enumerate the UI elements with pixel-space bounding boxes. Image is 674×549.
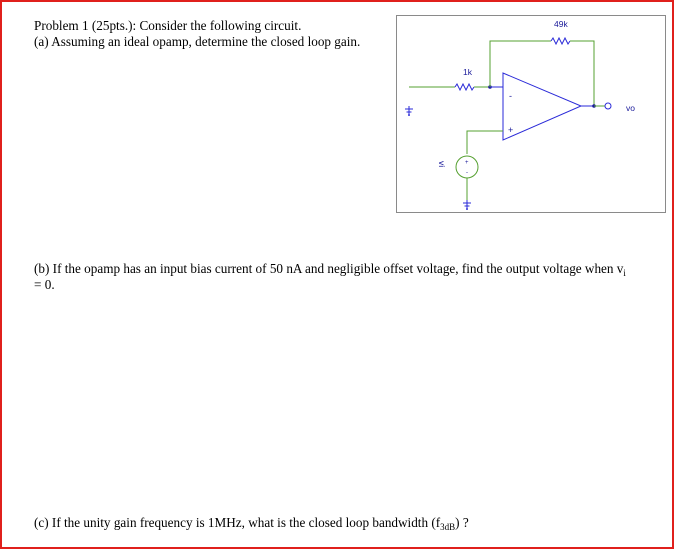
opamp-symbol <box>503 73 581 140</box>
input-resistor <box>455 84 474 90</box>
part-b-line1: (b) If the opamp has an input bias current of 50 nA and negligible offset voltage, find the output voltage when v <box>34 261 624 276</box>
source-plus-sign: + <box>465 160 469 166</box>
part-c-end: ) ? <box>455 515 469 530</box>
output-label: vo <box>626 103 635 113</box>
feedback-return-wire <box>570 41 594 106</box>
output-terminal <box>605 103 611 109</box>
source-label: vi <box>437 161 447 168</box>
problem-title: Problem 1 (25pts.): Consider the following circuit. <box>34 18 302 33</box>
feedback-resistor <box>551 38 570 44</box>
part-a-text: (a) Assuming an ideal opamp, determine the closed loop gain. <box>34 34 361 49</box>
noninverting-sign: + <box>508 125 514 135</box>
source-minus-sign: - <box>466 170 468 176</box>
inverting-sign: - <box>509 91 512 101</box>
circuit-schematic <box>397 16 665 212</box>
noninverting-input-wire <box>467 131 503 154</box>
part-c-text <box>34 515 469 535</box>
part-b-text <box>34 261 626 281</box>
left-ground-symbol <box>405 106 413 116</box>
circuit-diagram <box>396 15 666 213</box>
feedback-resistor-label: 49k <box>554 19 568 29</box>
part-c-main: (c) If the unity gain frequency is 1MHz, what is the closed loop bandwidth (f <box>34 515 441 530</box>
input-resistor-label: 1k <box>463 67 472 77</box>
part-b-continuation: = 0. <box>34 277 55 292</box>
part-b-subscript: i <box>623 268 626 278</box>
part-c-subscript: 3dB <box>440 522 456 532</box>
source-ground-symbol <box>463 200 471 210</box>
